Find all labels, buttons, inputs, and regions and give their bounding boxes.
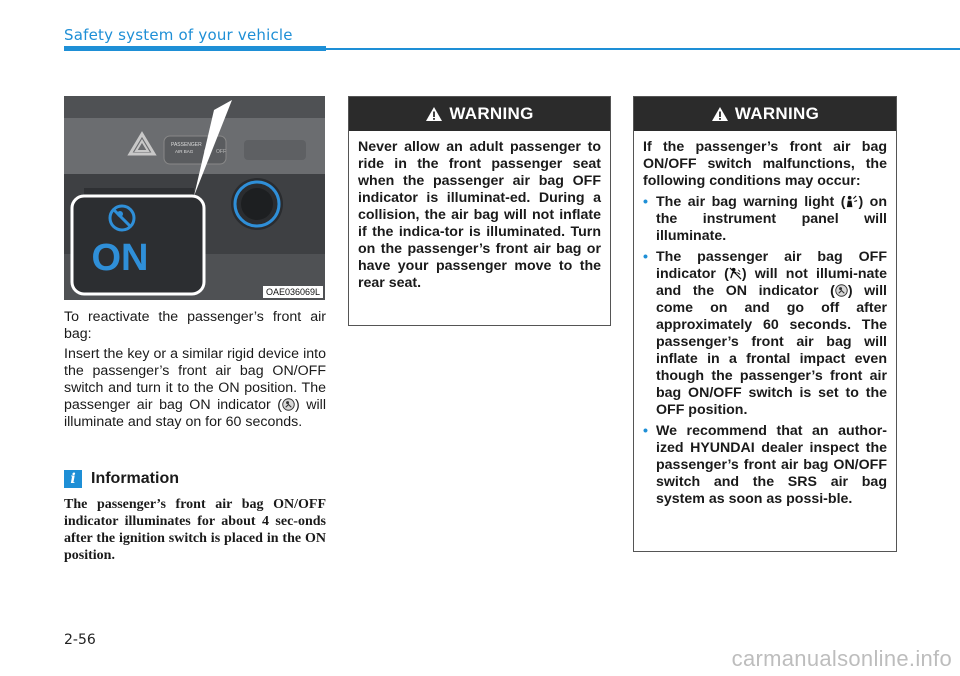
page-number: 2-56 [64, 632, 96, 648]
panel-off-label: OFF [216, 149, 226, 155]
airbag-switch-photo [64, 96, 325, 300]
warning-triangle-icon [711, 106, 729, 122]
warning-box-switch-malfunction [633, 96, 897, 552]
warning-title: WARNING [449, 104, 534, 123]
bullet-text: We recommend that an author-ized HYUNDAI dealer inspect the passenger’s front air bag ON/OFF switch and the SRS air bag system as soon as possi-ble. [656, 423, 887, 507]
bullet-text-b: ) on the instrument panel will illuminate. [656, 194, 888, 244]
bullet-text-b: ) will not illumi-nate and the ON indicator ( [656, 266, 887, 299]
bullet-text-a: The air bag warning light ( [656, 194, 846, 210]
bullet-text-a: The passenger air bag OFF indicator ( [656, 249, 887, 282]
list-item [643, 194, 887, 245]
header-rule-thick [64, 46, 326, 51]
section-title: Safety system of your vehicle [64, 26, 293, 44]
warning-title: WARNING [734, 104, 820, 123]
information-text: The passenger’s front air bag ON/OFF indicator illuminates for about 4 sec-onds after the ignition switch is placed in the ON position. [64, 497, 326, 563]
bullet-icon: • [643, 194, 648, 210]
airbag-on-indicator-icon [282, 398, 295, 411]
reactivate-intro [64, 309, 326, 343]
warning-header [349, 97, 610, 131]
list-item [643, 249, 887, 419]
dashboard-illustration [64, 96, 325, 300]
information-title: Information [91, 470, 179, 487]
header-rule-thin [326, 48, 960, 50]
airbag-off-indicator-icon [729, 267, 742, 280]
instruction-text-b: ) will illuminate and stay on for 60 seconds. [64, 397, 326, 430]
watermark: carmanualsonline.info [731, 646, 952, 671]
airbag-warning-light-icon [845, 195, 858, 208]
information-heading [64, 470, 179, 488]
bullet-icon: • [643, 249, 648, 265]
reactivate-instructions [64, 346, 326, 431]
bullet-text-c: ) will come on and go off after approximately 60 seconds. The passenger’s front air bag will inflate in a frontal impact even though the passenger’s front air bag ON/OFF switch is set to the OFF position. [656, 283, 887, 418]
info-icon: i [64, 470, 82, 488]
warning-header [634, 97, 896, 131]
warning-intro: If the passenger’s front air bag ON/OFF switch malfunctions, the following conditions may occur: [643, 139, 887, 189]
warning-box-adult-passenger [348, 96, 611, 326]
warning-triangle-icon [425, 106, 443, 122]
figure-code: OAE036069L [263, 286, 323, 298]
instruction-paragraph [64, 346, 326, 431]
panel-label: PASSENGER [171, 142, 202, 148]
warning-text: Never allow an adult passenger to ride in the front passenger seat when the passenger air bag OFF indicator is illuminat-ed. During a collision, the air bag will not inflate if the indica-tor is illuminated. Turn on the passenger’s front air bag or have your passenger move to the rear seat. [358, 139, 601, 291]
reactivate-paragraph: To reactivate the passenger’s front air bag: [64, 309, 326, 342]
airbag-on-indicator-icon [835, 284, 848, 297]
bullet-icon: • [643, 423, 648, 439]
list-item [643, 423, 887, 508]
instruction-text-a: Insert the key or a similar rigid device into the passenger’s front air bag ON/OFF switch and turn it to the ON position. The passenger air bag ON indicator ( [64, 346, 326, 413]
indicator-on-text: ON [91, 237, 149, 279]
panel-label-2: AIR BAG [175, 149, 194, 154]
warning-bullet-list [643, 194, 887, 508]
